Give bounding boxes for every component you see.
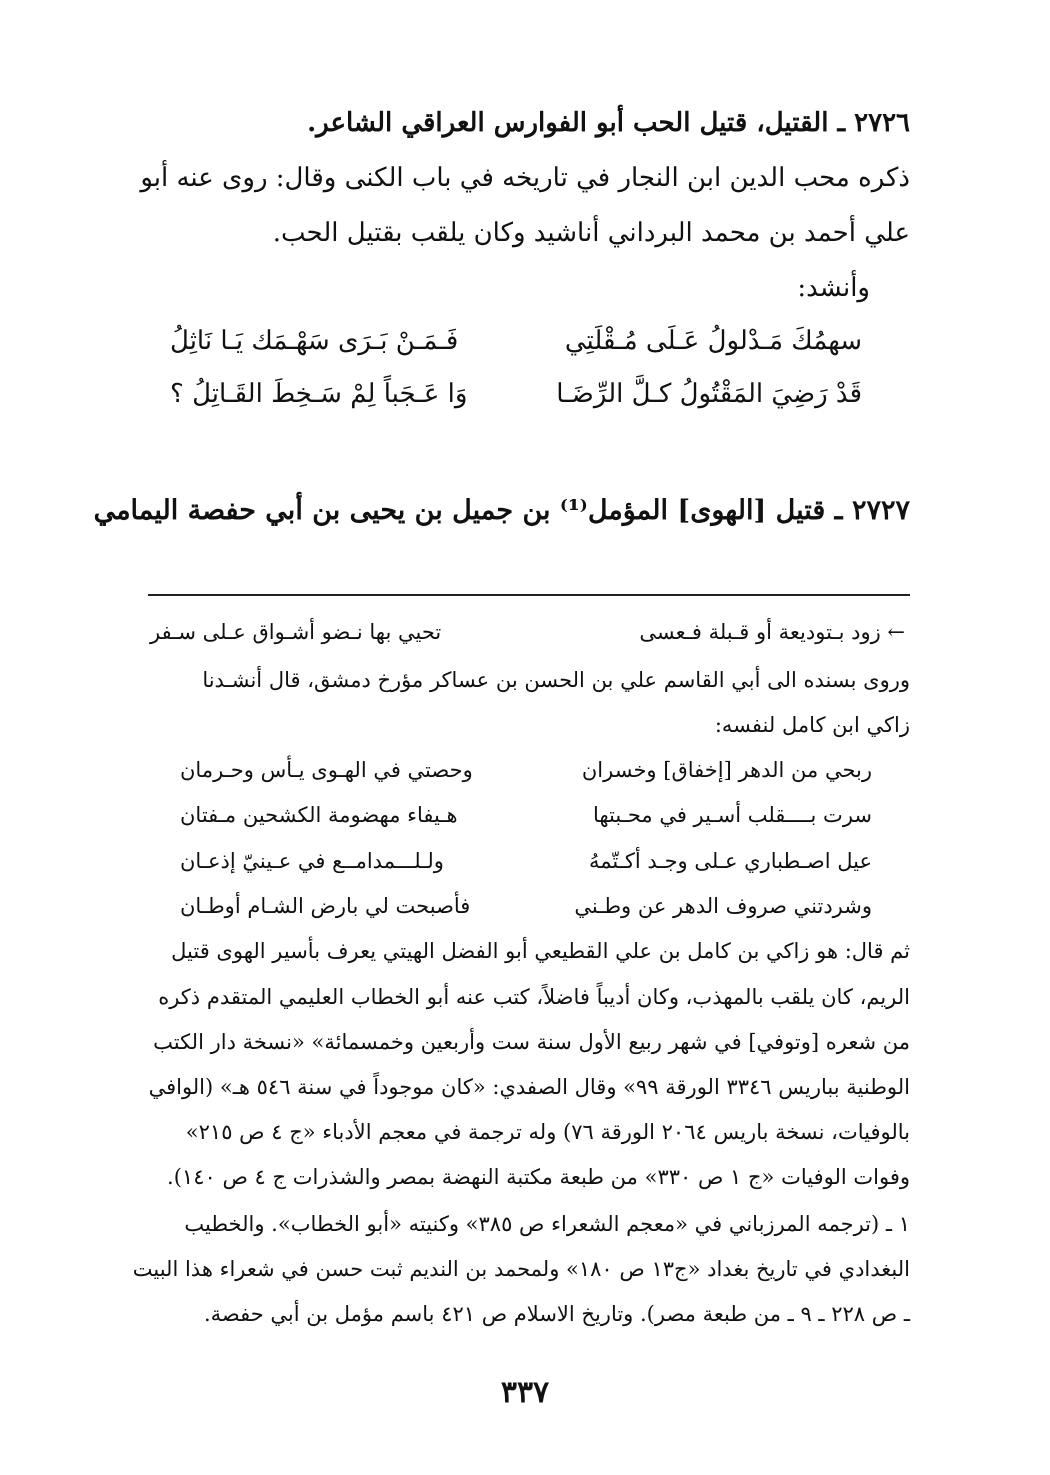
footnote-verse-second: ولـلـــمدامــع في عـينيّ إذعـان: [180, 849, 444, 873]
footnote-line: وفوات الوفيات «ج ١ ص ٣٣٠» من طبعة مكتبة النهضة بمصر والشذرات ج ٤ ص ١٤٠).: [167, 1165, 910, 1189]
footnote-separator: [148, 594, 910, 596]
footnote-verse-first: سرت بــــقلب أسـير في محـبتها: [592, 803, 872, 827]
footnote-1-line: ـ ص ٢٢٨ ـ ٩ ـ من طبعة مصر). وتاريخ الاسلام ص ٤٢١ باسم مؤمل بن أبي حفصة.: [203, 1302, 910, 1326]
footnote-1-line: ١ ـ (ترجمه المرزباني في «معجم الشعراء ص ٣٨٥» وكنيته «أبو الخطاب». والخطيب: [184, 1212, 910, 1236]
footnote-line: الوطنية بباريس ٣٣٤٦ الورقة ٩٩» وقال الصفدي: «كان موجوداً في سنة ٥٤٦ هـ» (الوافي: [148, 1075, 910, 1099]
entry-body-line: علي أحمد بن محمد البرداني أناشيد وكان يلقب بقتيل الحب.: [272, 218, 910, 248]
footnote-verse-first: ← زود بـتوديعة أو قـبلة فـعسى: [639, 620, 905, 644]
footnote-verse-first: وشردتني صروف الدهر عن وطـني: [574, 894, 872, 918]
entry-heading-2726: ٢٧٢٦ ـ القتيل، قتيل الحب أبو الفوارس العراقي الشاعر.: [307, 108, 910, 138]
entry-heading-2727: ٢٧٢٧ ـ قتيل [الهوى] المؤمل⁽¹⁾ بن جميل بن يحيى بن أبي حفصة اليمامي: [93, 495, 910, 526]
page-number: ٣٣٧: [500, 1375, 550, 1410]
entry-body-line: ذكره محب الدين ابن النجار في تاريخه في باب الكنى وقال: روى عنه أبو: [140, 163, 910, 193]
footnote-line: وروى بسنده الى أبي القاسم علي بن الحسن بن عساكر مؤرخ دمشق، قال أنشـدنا: [202, 668, 910, 692]
footnote-line: ثم قال: هو زاكي بن كامل بن علي القطيعي أبو الفضل الهيتي يعرف بأسير الهوى قتيل: [171, 939, 910, 963]
footnote-line: من شعره [وتوفي] في شهر ربيع الأول سنة ست وأربعين وخمسمائة» «نسخة دار الكتب: [153, 1030, 910, 1054]
verse-hemistich-first: سهمُكَ مَـدْلولُ عَـلَى مُـقْلَتِي: [564, 326, 862, 356]
footnote-verse-first: ربحي من الدهر [إخفاق] وخسران: [581, 758, 872, 782]
verse-hemistich-second: فَـمَـنْ بَـرَى سَهْـمَك يَـا نَاثِلُ: [170, 326, 459, 356]
footnote-line: الريم، كان يلقب بالمهذب، وكان أديباً فاضلاً، كتب عنه أبو الخطاب العليمي المتقدم ذكره: [158, 985, 910, 1009]
footnote-line: بالوفيات، نسخة باريس ٢٠٦٤ الورقة ٧٦) وله ترجمة في معجم الأدباء «ج ٤ ص ٢١٥»: [185, 1120, 910, 1144]
verse-hemistich-first: قَدْ رَضِيَ المَقْتُولُ كـلَّ الرِّضَـا: [556, 379, 862, 409]
footnote-verse-second: وحصتي في الهـوى يـأس وحـرمان: [180, 758, 473, 782]
entry-body-line: وأنشد:: [797, 273, 870, 303]
footnote-verse-second: هـيفاء مهضومة الكشحين مـفتان: [180, 803, 458, 827]
footnote-verse-second: تحيي بها نـضو أشـواق عـلى سـفر: [150, 620, 442, 644]
footnote-verse-first: عيل اصـطباري عـلى وجـد أكـتّمهُ: [589, 849, 872, 873]
footnote-line: زاكي ابن كامل لنفسه:: [714, 713, 910, 737]
footnote-1-line: البغدادي في تاريخ بغداد «ج١٣ ص ١٨٠» ولمحمد بن النديم ثبت حسن في شعراء هذا البيت: [132, 1257, 910, 1281]
verse-hemistich-second: وَا عَـجَباً لِمْ سَـخِطَ القَـاتِلُ ؟: [170, 379, 468, 409]
footnote-verse-second: فأصبحت لي بارض الشـام أوطـان: [180, 894, 471, 918]
